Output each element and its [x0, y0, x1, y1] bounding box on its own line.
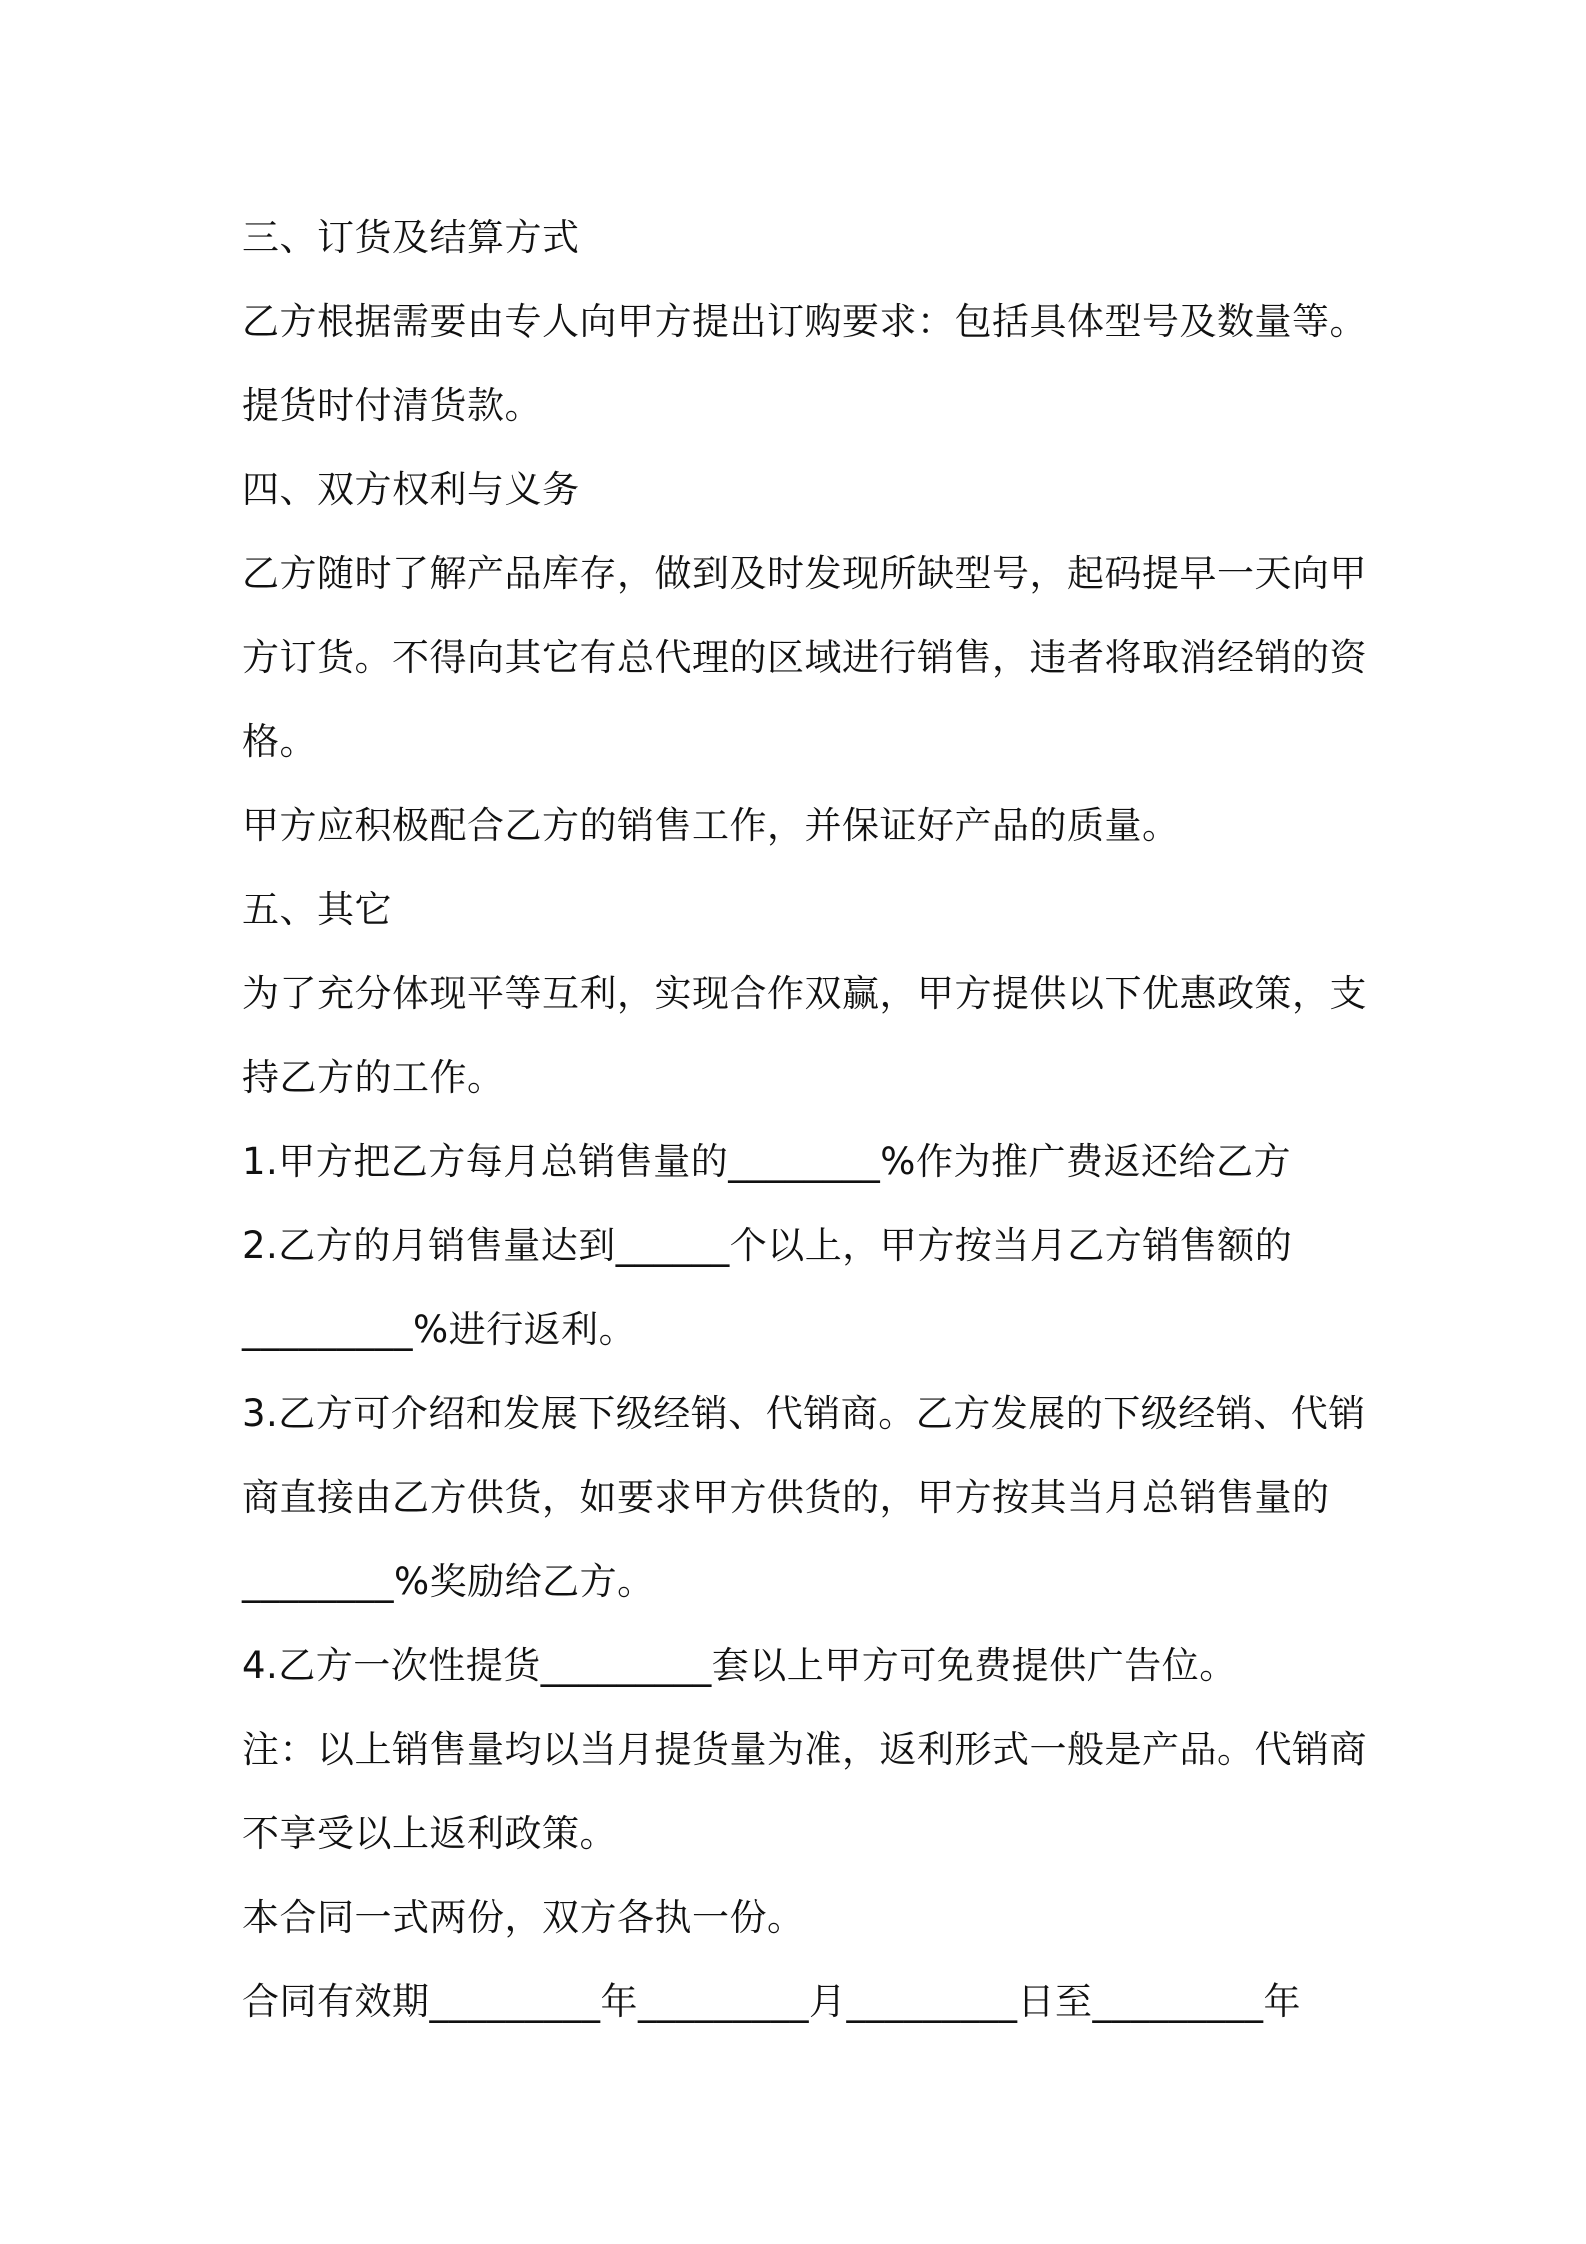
note-line: 注：以上销售量均以当月提货量为准，返利形式一般是产品。代销商: [242, 1728, 1367, 1771]
paragraph-line: 为了充分体现平等互利，实现合作双赢，甲方提供以下优惠政策，支: [242, 972, 1367, 1015]
paragraph-line: 持乙方的工作。: [242, 1056, 505, 1099]
clause-item-2: 2.乙方的月销售量达到______个以上，甲方按当月乙方销售额的: [242, 1224, 1293, 1267]
paragraph-line: 乙方随时了解产品库存，做到及时发现所缺型号，起码提早一天向甲: [242, 552, 1367, 595]
section-heading-other: 五、其它: [242, 888, 392, 931]
clause-item-1: 1.甲方把乙方每月总销售量的________%作为推广费返还给乙方: [242, 1140, 1291, 1183]
clause-item-4: 4.乙方一次性提货_________套以上甲方可免费提供广告位。: [242, 1644, 1237, 1687]
paragraph-line: 乙方根据需要由专人向甲方提出订购要求：包括具体型号及数量等。: [242, 300, 1367, 343]
validity-line: 合同有效期_________年_________月_________日至_________年: [242, 1980, 1301, 2023]
paragraph-line: 提货时付清货款。: [242, 384, 542, 427]
paragraph-line: 甲方应积极配合乙方的销售工作，并保证好产品的质量。: [242, 804, 1180, 847]
clause-item-3: 3.乙方可介绍和发展下级经销、代销商。乙方发展的下级经销、代销: [242, 1392, 1366, 1435]
section-heading-rights: 四、双方权利与义务: [242, 468, 580, 511]
clause-item-3-cont: ________%奖励给乙方。: [242, 1560, 655, 1603]
clause-item-2-cont: _________%进行返利。: [242, 1308, 637, 1351]
paragraph-line: 格。: [242, 720, 317, 763]
note-line: 不享受以上返利政策。: [242, 1812, 617, 1855]
document-body: [242, 196, 1367, 2044]
section-heading-ordering: 三、订货及结算方式: [242, 216, 580, 259]
paragraph-line: 本合同一式两份，双方各执一份。: [242, 1896, 805, 1939]
paragraph-line: 方订货。不得向其它有总代理的区域进行销售，违者将取消经销的资: [242, 636, 1367, 679]
clause-item-3-cont: 商直接由乙方供货，如要求甲方供货的，甲方按其当月总销售量的: [242, 1476, 1330, 1519]
